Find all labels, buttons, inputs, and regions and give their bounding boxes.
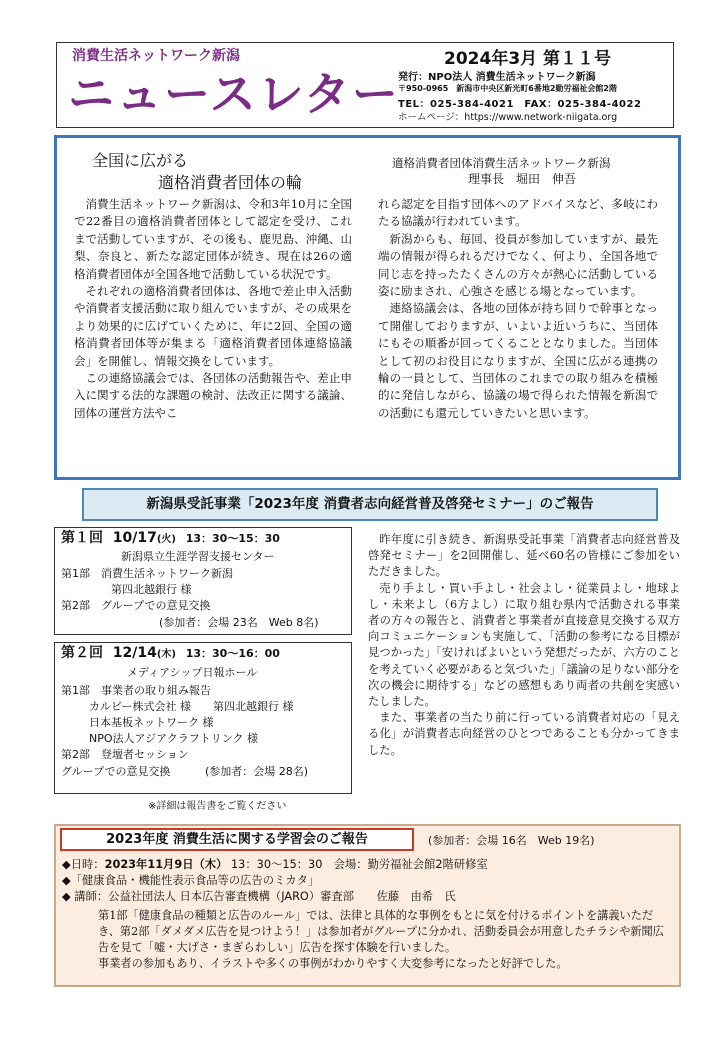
study-date-value: 2023年11月9日（木） xyxy=(104,858,228,871)
session-presenters-row: カルビー株式会社 様 第四北越銀行 様 xyxy=(89,700,294,713)
session-part2-sub: グループでの意見交換 xyxy=(61,765,171,778)
session-presenters-row: NPO法人アジアクラフトリンク 様 xyxy=(89,732,259,745)
session-weekday: (木) xyxy=(156,649,176,660)
session-date: 12/14 xyxy=(112,645,157,661)
session-1-header xyxy=(61,531,280,547)
feature-right-column xyxy=(378,196,658,422)
publisher: 発行：NPO法人 消費生活ネットワーク新潟 xyxy=(398,72,596,83)
study-paragraph: 第1部「健康食品の種類と広告のルール」では、法律と具体的な事例をもとに気を付けるポイントを講義いただき、第2部「ダメダメ広告を見つけよう！」は参加者がグループに分かれ、活動委員会が用意したチラシや新聞広告を見て「嘘・大げさ・まぎらわしい」広告を探す体験を行いました。 xyxy=(98,909,664,954)
study-session-title: 2023年度 消費生活に関する学習会のご報告 xyxy=(60,828,414,851)
session-part2: 第2部 グループでの意見交換 xyxy=(61,599,211,612)
session-1-box xyxy=(54,527,352,635)
feature-paragraph: 新潟からも、毎回、役員が参加していますが、最先端の情報が得られるだけでなく、何より、全国各地で同じ志を持ったたくさんの方々が熱心に活動している姿に励まされ、心強さを感じる場となっています。 xyxy=(378,231,658,299)
seminar-banner: 新潟県受託事業「2023年度 消費者志向経営普及啓発セミナー」のご報告 xyxy=(82,488,658,521)
org-name: 消費生活ネットワーク新潟 xyxy=(72,48,240,64)
study-lecturer: ◆ 講師：公益社団法人 日本広告審査機構（JARO）審査部 佐藤 由希 氏 xyxy=(62,890,456,903)
details-note: ※詳細は報告書をご覧ください xyxy=(148,801,287,812)
session-2-box xyxy=(54,642,352,794)
homepage-link[interactable]: ホームページ：https://www.network-niigata.org xyxy=(398,112,618,123)
study-paragraph: 事業者の参加もあり、イラストや多くの事例がわかりやすく大変参考になったと好評でした。 xyxy=(98,957,568,970)
session-presenters-row: 日本基板ネットワーク 様 xyxy=(89,716,214,729)
session-venue: メディアシップ日報ホール xyxy=(127,666,258,679)
session-time: 13：30〜16：00 xyxy=(185,647,280,660)
study-topic: ◆「健康食品・機能性表示食品等の広告のミカタ」 xyxy=(62,874,320,887)
session-part1-presenter: 第四北越銀行 様 xyxy=(111,583,192,596)
session-2-header xyxy=(61,646,280,662)
session-participants: (参加者：会場 28名) xyxy=(205,765,309,778)
session-part1: 第1部 消費生活ネットワーク新潟 xyxy=(61,567,233,580)
feature-paragraph: 消費生活ネットワーク新潟は、令和3年10月に全国で22番目の適格消費者団体として認定を受け、これまで活動していますが、その後も、鹿児島、沖縄、山梨、奈良と、新たな認定団体が続き、現在は26の適格消費者団体が全国各地で活動している状況です。 xyxy=(74,197,352,281)
feature-paragraph: この連絡協議会では、各団体の活動報告や、差止申入に関する法的な課題の検討、法改正に関する議論、団体の運営方法やこ xyxy=(74,371,352,420)
study-date-rest: 13：30〜15：30 会場：勤労福祉会館2階研修室 xyxy=(231,858,488,871)
study-date-line xyxy=(62,856,488,872)
study-participants: (参加者：会場 16名 Web 19名) xyxy=(428,834,595,847)
study-date-label: ◆日時： xyxy=(62,858,105,871)
feature-paragraph: 連絡協議会は、各地の団体が持ち回りで幹事となって開催しておりますが、いよいよ近いうちに、当団体にもその順番が回ってくることとなりました。当団体として初のお役目になりますが、全国に広がる連携の輪の一員として、当団体のこれまでの取り組みを積極的に発信しながら、協議の場で得られた情報を新潟での活動にも還元していきたいと思います。 xyxy=(378,301,658,420)
author-organization: 適格消費者団体消費生活ネットワーク新潟 xyxy=(392,156,611,170)
session-number: 第２回 xyxy=(61,645,103,661)
feature-title-line2: 適格消費者団体の輪 xyxy=(158,173,303,192)
newsletter-title: ニュースレター xyxy=(68,67,400,121)
study-report-text xyxy=(98,908,670,972)
feature-paragraph: それぞれの適格消費者団体は、各地で差止申入活動や消費者支援活動に取り組んでいますが、その成果をより効果的に広げていくために、年に2回、全国の適格消費者団体等が集まる「適格消費者団体連絡協議会」を開催し、情報交換をしています。 xyxy=(74,284,352,368)
issue-date: 2024年3月 第１１号 xyxy=(444,49,612,69)
address: 〒950-0965 新潟市中央区新光町6番地2勤労福祉会館2階 xyxy=(398,84,617,93)
session-number: 第１回 xyxy=(61,530,103,546)
session-venue: 新潟県立生涯学習支援センター xyxy=(121,550,275,563)
phone-fax: TEL：025-384-4021 FAX：025-384-4022 xyxy=(398,99,642,110)
seminar-paragraph: 売り手よし・買い手よし・社会よし・従業員よし・地球よし・未来よし（6方よし）に取り組む県内で活動される事業者の方々の報告と、消費者と事業者が直接意見交換する双方向コミュニケーションも実施して、「活動の参考になる目標が見つかった」「安ければよいという発想だったが、六方のことを考えていく必要があると気づいた」「議論の足りない部分を次の機会に期待する」などの感想もあり両者の共創を実感いたしました。 xyxy=(368,581,680,709)
seminar-paragraph: また、事業者の当たり前に行っている消費者対応の「見える化」が消費者志向経営のひとつであることも分かってきました。 xyxy=(368,711,680,757)
feature-left-column xyxy=(74,196,352,422)
session-participants: (参加者：会場 23名 Web 8名) xyxy=(159,616,319,629)
session-part1: 第1部 事業者の取り組み報告 xyxy=(61,684,211,697)
session-time: 13：30〜15：30 xyxy=(185,532,280,545)
seminar-report-text xyxy=(368,532,680,759)
seminar-paragraph: 昨年度に引き続き、新潟県受託事業「消費者志向経営普及啓発セミナー」を2回開催し、延べ60名の皆様にご参加をいただきました。 xyxy=(368,533,680,579)
feature-paragraph-continued: れら認定を目指す団体へのアドバイスなど、多岐にわたる協議が行われています。 xyxy=(378,197,658,229)
author-name: 理事長 堀田 伸吾 xyxy=(468,172,577,186)
session-weekday: (火) xyxy=(156,534,176,545)
feature-title-line1: 全国に広がる xyxy=(92,151,189,170)
session-date: 10/17 xyxy=(112,530,157,546)
session-part2: 第2部 登壇者セッション xyxy=(61,748,189,761)
